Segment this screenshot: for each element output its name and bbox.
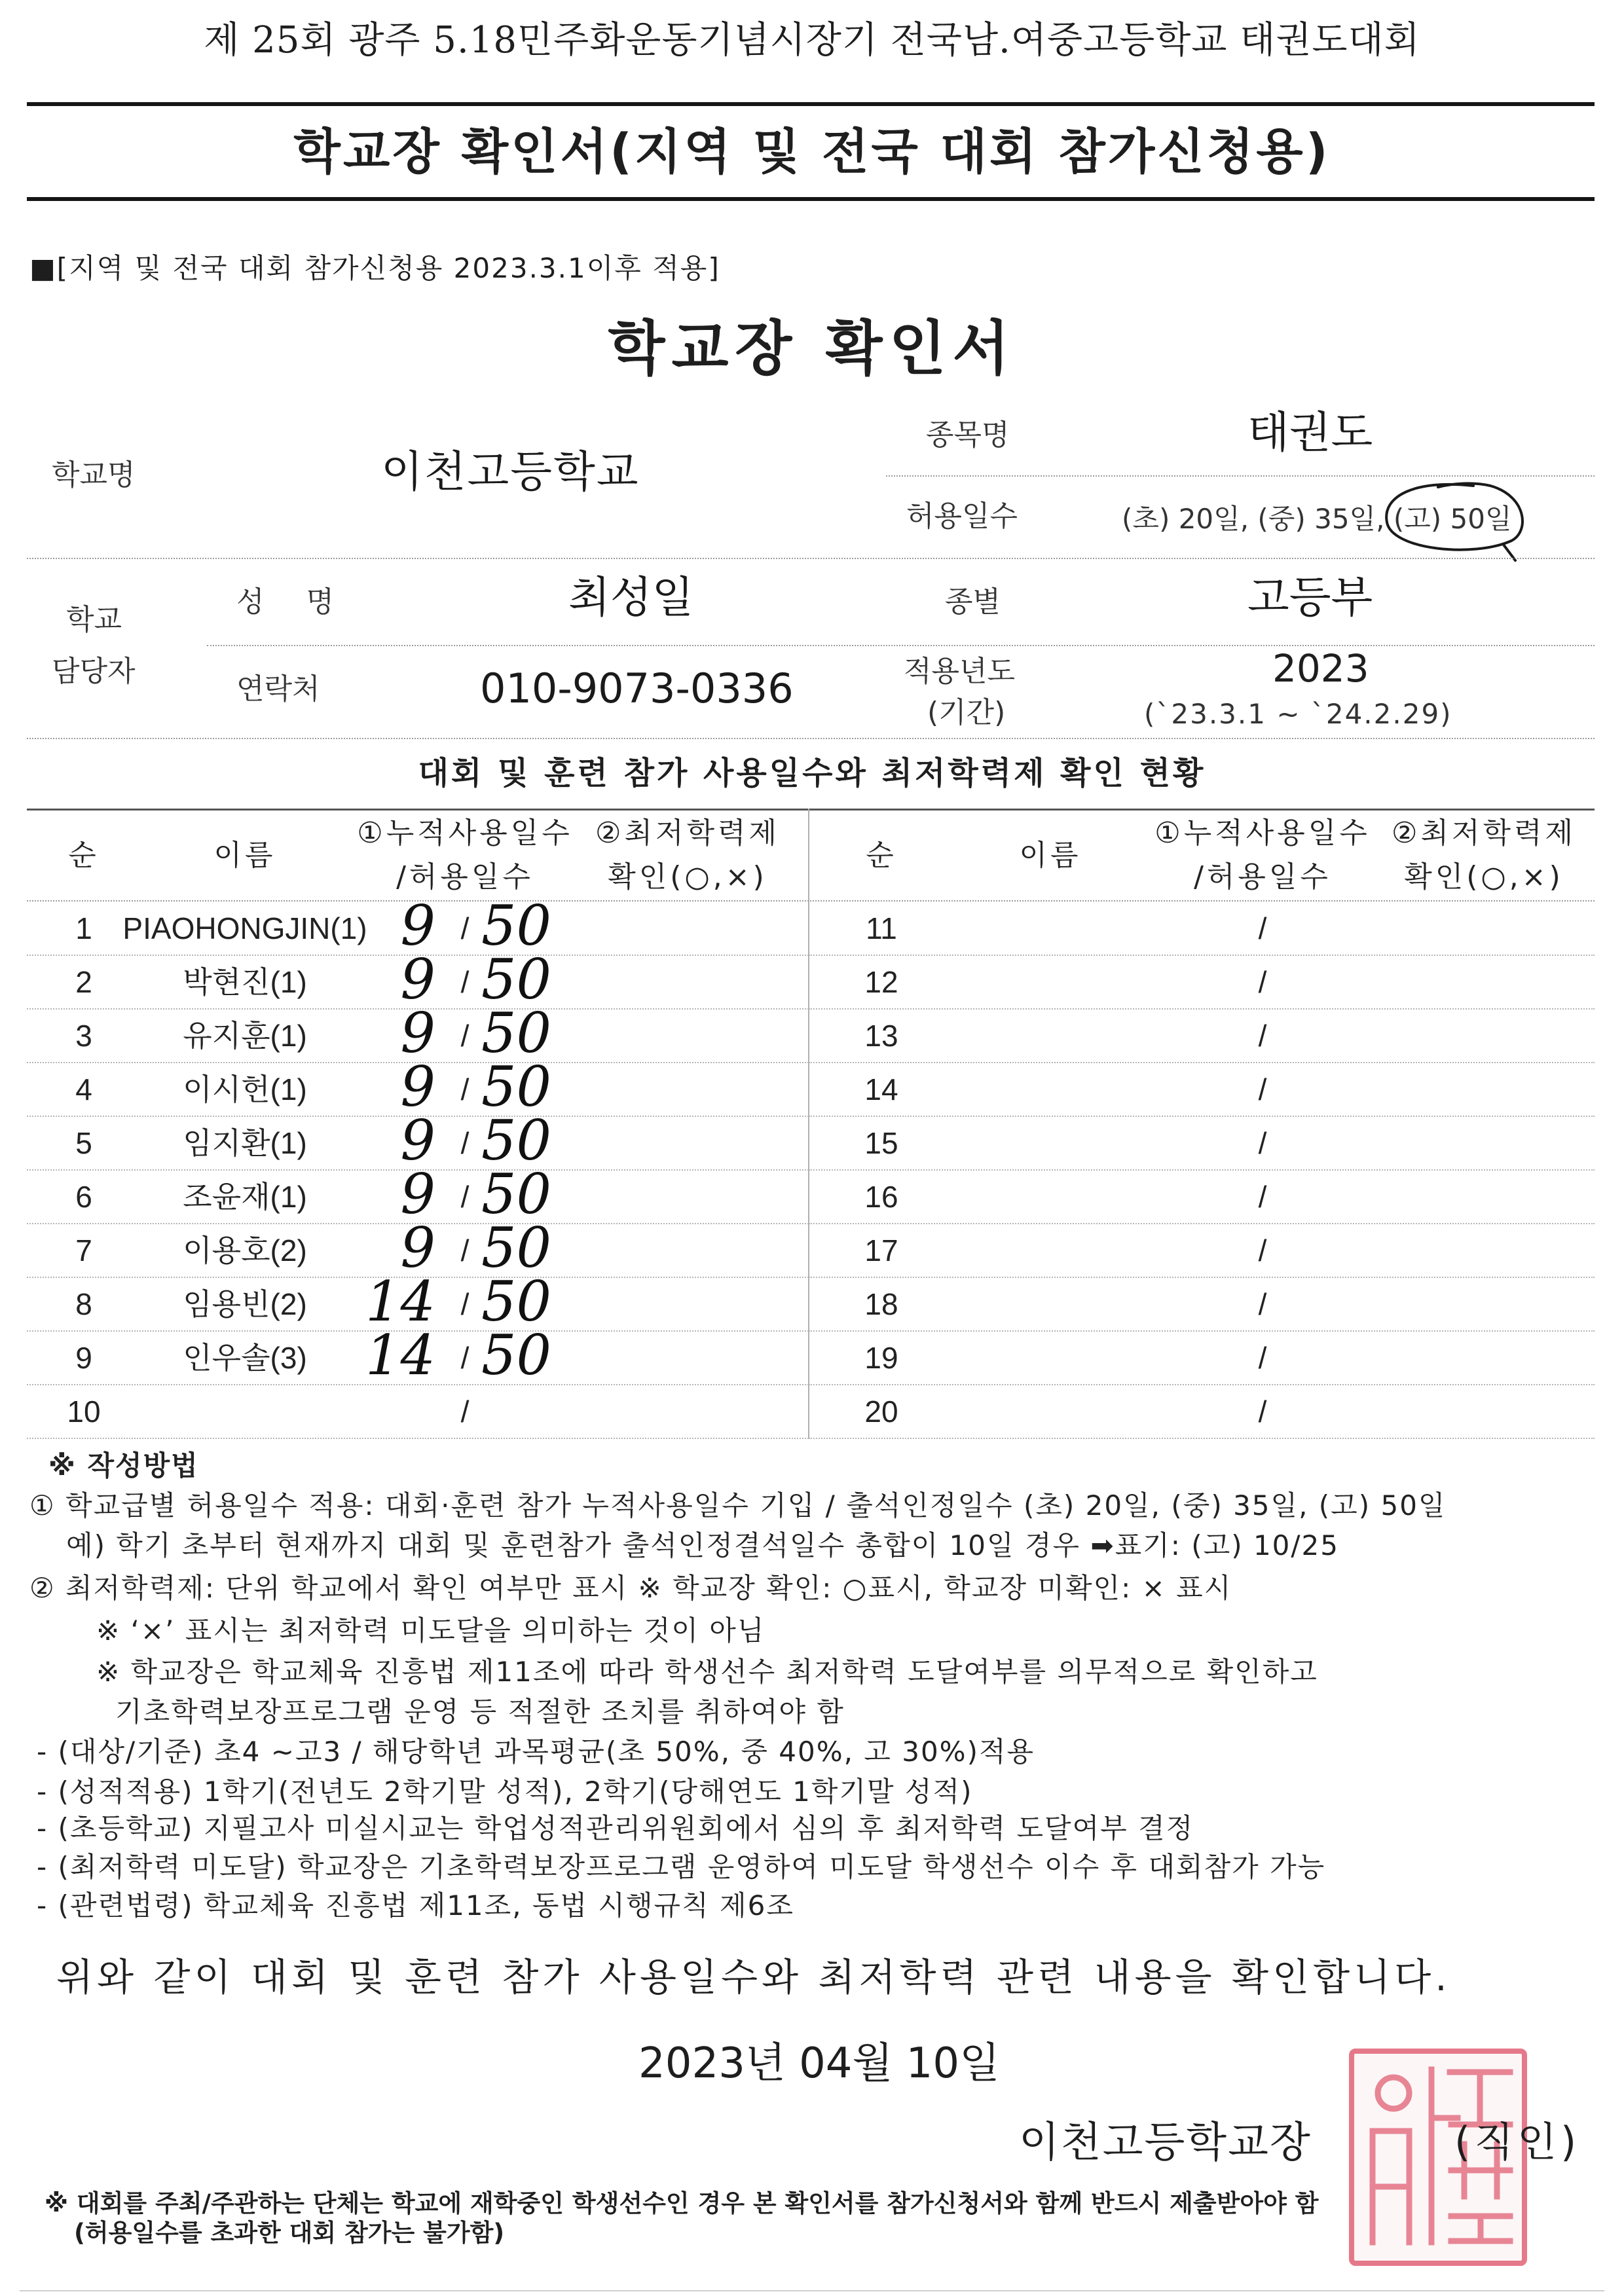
header-no: 순	[68, 839, 100, 872]
days-separator: /	[460, 1233, 470, 1267]
days-separator: /	[1258, 1233, 1267, 1267]
athlete-name: 이용호(2)	[183, 1233, 307, 1267]
used-days-value: 9	[400, 947, 435, 1011]
hand-drawn-circle-icon	[1375, 477, 1530, 566]
header-days-line1: ①누적사용일수	[1154, 816, 1371, 850]
note-line: - (대상/기준) 초4 ~고3 / 해당학년 과목평균(초 50%, 중 40%, 고 30%)적용	[37, 1736, 1035, 1768]
min-academic-check	[1374, 1278, 1590, 1330]
athlete-name: 유지훈(1)	[183, 1019, 307, 1053]
athlete-name: 이시헌(1)	[183, 1072, 307, 1106]
used-days-value: 9	[400, 1216, 435, 1280]
manager-label-line2: 담당자	[52, 655, 136, 688]
days-separator: /	[1258, 1341, 1267, 1375]
allowed-days-value	[1279, 1224, 1377, 1277]
row-number: 6	[75, 1180, 92, 1214]
year-value: 2023	[1272, 646, 1369, 691]
min-academic-check	[1374, 1332, 1590, 1384]
note-line: ※ ‘×’ 표시는 최저학력 미도달을 의미하는 것이 아님	[96, 1614, 766, 1647]
min-academic-check	[1374, 1385, 1590, 1438]
note-line: 예) 학기 초부터 현재까지 대회 및 훈련참가 출석인정결석일수 총합이 10일 경우 ➡표기: (고) 10/25	[66, 1529, 1339, 1561]
note-line: - (최저학력 미도달) 학교장은 기초학력보장프로그램 운영하여 미도달 학생선수 이수 후 대회참가 가능	[37, 1851, 1326, 1883]
days-separator: /	[1258, 1126, 1267, 1160]
form-title: 학교장 확인서	[608, 314, 1016, 383]
allowed-days-value: 50	[481, 1108, 551, 1173]
note-line: 기초학력보장프로그램 운영 등 적절한 조치를 취하여야 함	[115, 1696, 845, 1728]
min-academic-check	[1374, 1224, 1590, 1277]
note-line: - (관련법령) 학교체육 진흥법 제11조, 동법 시행규칙 제6조	[37, 1889, 794, 1922]
header-no: 순	[866, 839, 897, 872]
header-top-rule	[27, 102, 1595, 106]
header-min-line1: ②최저학력제	[1392, 816, 1576, 850]
min-academic-check	[579, 1171, 802, 1223]
row-number: 20	[864, 1394, 898, 1429]
allowed-days-option-elementary: (초) 20일,	[1122, 503, 1249, 535]
notice-text: ■[지역 및 전국 대회 참가신청용 2023.3.1이후 적용]	[29, 252, 720, 284]
row-number: 7	[75, 1233, 92, 1267]
header-bottom-rule	[27, 900, 1595, 902]
athlete-name: 조윤재(1)	[183, 1180, 307, 1214]
sport-label: 종목명	[926, 418, 1010, 452]
allowed-days-value	[1279, 956, 1377, 1008]
allowed-days-value: 50	[481, 947, 551, 1011]
allowed-days-value	[1279, 1063, 1377, 1116]
row-number: 9	[75, 1341, 92, 1375]
header-name: 이름	[213, 839, 276, 872]
used-days-value: 9	[400, 1055, 435, 1119]
name-label: 성 명	[236, 585, 334, 619]
note-line: ※ 학교장은 학교체육 진흥법 제11조에 따라 학생선수 최저학력 도달여부를 의무적으로 확인하고	[96, 1656, 1318, 1688]
row-number: 17	[864, 1233, 898, 1267]
row-number: 11	[866, 911, 897, 945]
table-row	[809, 1385, 1595, 1439]
table-row	[809, 902, 1595, 956]
min-academic-check	[1374, 956, 1590, 1008]
min-academic-check	[579, 1063, 802, 1116]
allowed-days-value	[481, 1385, 580, 1438]
used-days-value	[327, 1385, 435, 1438]
used-days-value: 14	[365, 1269, 435, 1334]
allowed-days-option-high-label: (고) 50일	[1393, 503, 1512, 535]
allowed-days-value: 50	[481, 1216, 551, 1280]
min-academic-check	[579, 1224, 802, 1277]
row-number: 2	[75, 965, 92, 999]
row-number: 16	[864, 1180, 898, 1214]
allowed-days-option-middle: (중) 35일,	[1257, 503, 1385, 535]
allowed-days-value	[1279, 902, 1377, 955]
page-bottom-rule	[20, 2290, 1604, 2291]
header-days-line1: ①누적사용일수	[357, 816, 573, 850]
min-academic-check	[1374, 1117, 1590, 1169]
allowed-days-value	[1279, 1171, 1377, 1223]
athlete-name: PIAOHONGJIN(1)	[122, 911, 367, 945]
allowed-days-options	[1122, 505, 1512, 533]
athlete-name: 인우솔(3)	[183, 1341, 307, 1375]
days-separator: /	[460, 1180, 470, 1214]
row-number: 5	[75, 1126, 92, 1160]
allowed-days-value	[1279, 1332, 1377, 1384]
days-separator: /	[460, 1126, 470, 1160]
manager-label-line1: 학교	[66, 603, 122, 636]
year-label: 적용년도	[904, 655, 1016, 688]
row-number: 4	[75, 1072, 92, 1106]
info-divider	[207, 645, 1595, 646]
used-days-value: 14	[365, 1323, 435, 1387]
min-academic-check	[579, 1010, 802, 1062]
allowed-days-value	[1279, 1117, 1377, 1169]
note-line: ① 학교급별 허용일수 적용: 대회·훈련 참가 누적사용일수 기입 / 출석인정일수 (초) 20일, (중) 35일, (고) 50일	[29, 1489, 1447, 1522]
header-min-line2: 확인(○,×)	[608, 860, 767, 894]
min-academic-check	[579, 1278, 802, 1330]
info-divider	[27, 738, 1595, 739]
row-number: 8	[75, 1287, 92, 1321]
days-separator: /	[1258, 1394, 1267, 1429]
table-row	[809, 1010, 1595, 1063]
school-name-label: 학교명	[52, 458, 136, 492]
note-line: - (초등학교) 지필고사 미실시교는 학업성적관리위원회에서 심의 후 최저학력 도달여부 결정	[37, 1812, 1194, 1844]
row-number: 13	[864, 1019, 898, 1053]
event-title: 제 25회 광주 5.18민주화운동기념시장기 전국남.여중고등학교 태권도대회	[204, 19, 1420, 62]
manager-name: 최성일	[568, 572, 694, 623]
used-days-value	[1141, 1063, 1249, 1116]
table-row	[809, 1063, 1595, 1117]
days-separator: /	[1258, 1072, 1267, 1106]
table-row	[809, 1117, 1595, 1171]
table-row	[809, 1278, 1595, 1332]
days-separator: /	[460, 911, 470, 945]
used-days-value	[1141, 1171, 1249, 1223]
principal-signature: 이천고등학교장	[1019, 2119, 1312, 2167]
min-academic-check	[1374, 1063, 1590, 1116]
min-academic-check	[579, 1117, 802, 1169]
days-separator: /	[460, 1341, 470, 1375]
min-academic-check	[1374, 902, 1590, 955]
allowed-days-value: 50	[481, 1269, 551, 1334]
allowed-days-value: 50	[481, 1001, 551, 1065]
division-value: 고등부	[1247, 572, 1373, 623]
form-heading: 학교장 확인서(지역 및 전국 대회 참가신청용)	[293, 124, 1331, 180]
min-academic-check	[579, 902, 802, 955]
row-number: 19	[864, 1341, 898, 1375]
notes-heading: ※ 작성방법	[48, 1449, 199, 1482]
days-separator: /	[1258, 1287, 1267, 1321]
sport-value: 태권도	[1247, 407, 1373, 458]
allowed-days-value: 50	[481, 894, 551, 958]
used-days-value	[1141, 1117, 1249, 1169]
used-days-value	[1141, 902, 1249, 955]
division-label: 종별	[945, 585, 1001, 619]
table-row	[809, 1332, 1595, 1385]
used-days-value	[1141, 1278, 1249, 1330]
allowed-days-value: 50	[481, 1055, 551, 1119]
allowed-days-value: 50	[481, 1323, 551, 1387]
athlete-name: 박현진(1)	[183, 965, 307, 999]
used-days-value	[1141, 1224, 1249, 1277]
days-separator: /	[460, 1019, 470, 1053]
days-separator: /	[1258, 911, 1267, 945]
phone-label: 연락처	[236, 672, 320, 706]
row-number: 10	[67, 1394, 101, 1429]
header-days-line2: /허용일수	[1194, 860, 1331, 894]
table-row	[809, 956, 1595, 1010]
athlete-name: 임용빈(2)	[183, 1287, 307, 1321]
allowed-days-label: 허용일수	[906, 500, 1018, 533]
athlete-name: 임지환(1)	[183, 1126, 307, 1160]
confirmation-statement: 위와 같이 대회 및 훈련 참가 사용일수와 최저학력 관련 내용을 확인합니다.	[56, 1955, 1451, 1999]
header-min-line2: 확인(○,×)	[1404, 860, 1564, 894]
table-row	[809, 1224, 1595, 1278]
days-separator: /	[1258, 965, 1267, 999]
row-number: 12	[864, 965, 898, 999]
allowed-days-option-high	[1393, 505, 1512, 533]
days-separator: /	[1258, 1019, 1267, 1053]
note-line: - (성적적용) 1학기(전년도 2학기말 성적), 2학기(당해연도 1학기말 성적)	[37, 1776, 973, 1808]
table-row	[27, 1385, 809, 1439]
info-divider	[27, 558, 1595, 559]
days-separator: /	[1258, 1180, 1267, 1214]
days-separator: /	[460, 965, 470, 999]
school-name: 이천고등학교	[381, 446, 640, 497]
allowed-days-value	[1279, 1385, 1377, 1438]
header-name: 이름	[1019, 839, 1082, 872]
row-number: 14	[864, 1072, 898, 1106]
footer-note-sub: (허용일수를 초과한 대회 참가는 불가함)	[74, 2219, 505, 2247]
used-days-value: 9	[400, 894, 435, 958]
table-row	[27, 1323, 809, 1387]
confirmation-date: 2023년 04월 10일	[638, 2039, 1000, 2088]
allowed-days-value	[1279, 1010, 1377, 1062]
used-days-value	[1141, 1385, 1249, 1438]
used-days-value: 9	[400, 1108, 435, 1173]
table-row	[809, 1171, 1595, 1224]
footer-note: ※ 대회를 주최/주관하는 단체는 학교에 재학중인 학생선수인 경우 본 확인서를 참가신청서와 함께 반드시 제출받아야 함	[45, 2189, 1319, 2217]
row-number: 15	[864, 1126, 898, 1160]
used-days-value: 9	[400, 1001, 435, 1065]
header-days-line2: /허용일수	[396, 860, 534, 894]
row-number: 18	[864, 1287, 898, 1321]
header-min-line1: ②최저학력제	[595, 816, 780, 850]
days-separator: /	[460, 1072, 470, 1106]
header-bottom-rule	[27, 197, 1595, 201]
min-academic-check	[579, 956, 802, 1008]
row-number: 1	[75, 911, 92, 945]
period-value: (`23.3.1 ~ `24.2.29)	[1144, 698, 1452, 730]
allowed-days-value	[1279, 1278, 1377, 1330]
used-days-value	[1141, 1010, 1249, 1062]
min-academic-check	[1374, 1010, 1590, 1062]
days-separator: /	[460, 1287, 470, 1321]
days-separator: /	[460, 1394, 470, 1429]
seal-label: (직인)	[1454, 2118, 1581, 2166]
used-days-value	[1141, 1332, 1249, 1384]
row-number: 3	[75, 1019, 92, 1053]
used-days-value: 9	[400, 1162, 435, 1226]
note-line: ② 최저학력제: 단위 학교에서 확인 여부만 표시 ※ 학교장 확인: ○표시, 학교장 미확인: × 표시	[29, 1572, 1232, 1604]
table-top-rule	[27, 809, 1595, 811]
min-academic-check	[1374, 1171, 1590, 1223]
used-days-value	[1141, 956, 1249, 1008]
min-academic-check	[579, 1385, 802, 1438]
min-academic-check	[579, 1332, 802, 1384]
phone-value: 010-9073-0336	[480, 665, 794, 712]
allowed-days-value: 50	[481, 1162, 551, 1226]
status-title: 대회 및 훈련 참가 사용일수와 최저학력제 확인 현황	[418, 755, 1206, 792]
period-label: (기간)	[927, 696, 1006, 729]
